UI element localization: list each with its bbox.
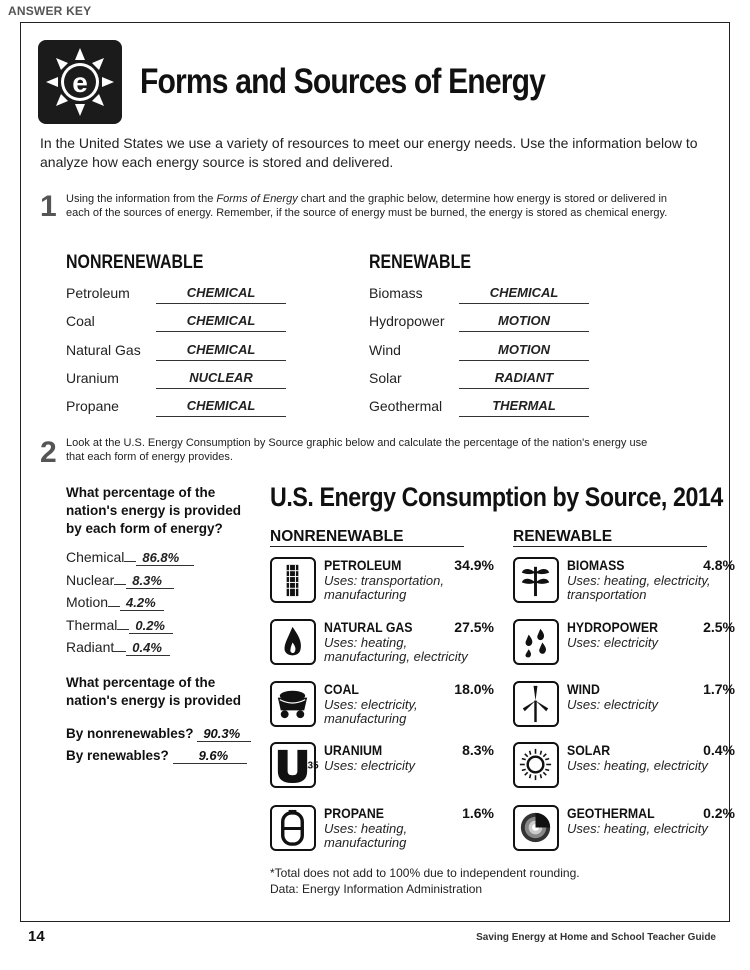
energy-form-row <box>66 285 286 305</box>
source-uses: Uses: electricity, manufacturing <box>324 697 418 726</box>
source-percent: 8.3% <box>462 742 494 758</box>
water-drops-icon <box>513 619 559 665</box>
source-percent: 1.6% <box>462 805 494 821</box>
source-percent: 4.8% <box>703 557 735 573</box>
nonrenewables-answer: 90.3% <box>197 726 251 742</box>
form-blank-line <box>124 550 136 562</box>
logo-letter: e <box>72 67 88 98</box>
source-uses: Uses: heating, electricity <box>567 821 708 836</box>
energy-form-answer: RADIANT <box>459 370 589 389</box>
source-percent: 0.4% <box>703 742 735 758</box>
source-uses: Uses: heating, manufacturing, electricity <box>324 635 468 664</box>
energy-source-card <box>513 619 743 673</box>
form-blank-line <box>114 573 126 585</box>
renewables-answer: 9.6% <box>173 748 247 764</box>
source-name: WIND <box>567 681 600 697</box>
energy-source-card <box>270 557 500 611</box>
energy-form-row <box>369 398 589 418</box>
plant-icon <box>513 557 559 603</box>
form-percentage-row <box>66 572 174 592</box>
page-number: 14 <box>28 928 45 945</box>
energy-form-answer: CHEMICAL <box>156 285 286 304</box>
form-blank-line <box>117 618 129 630</box>
form-blank-line <box>108 595 120 607</box>
type-percentage-question: What percentage of the nation's energy is provided <box>66 675 241 708</box>
form-label: Chemical <box>66 549 125 565</box>
gas-flame-icon <box>270 619 316 665</box>
form-percentage-row <box>66 617 173 637</box>
form-label: Nuclear <box>66 571 115 588</box>
energy-source-label: Uranium <box>66 369 119 386</box>
energy-form-row <box>66 398 286 418</box>
source-percent: 1.7% <box>703 681 735 697</box>
form-blank-line <box>114 640 126 652</box>
energy-source-label: Hydropower <box>369 313 445 330</box>
energy-form-answer: CHEMICAL <box>156 398 286 417</box>
energy-form-answer: NUCLEAR <box>156 370 286 389</box>
energy-source-card <box>270 619 500 673</box>
nonrenewables-row <box>66 726 251 746</box>
energy-source-card <box>270 742 500 796</box>
sun-e-logo-icon <box>38 40 122 124</box>
energy-form-row <box>369 370 589 390</box>
energy-source-label: Solar <box>369 369 402 386</box>
energy-form-answer: CHEMICAL <box>156 342 286 361</box>
graphic-title: U.S. Energy Consumption by Source, 2014 <box>270 482 723 512</box>
energy-source-card <box>513 805 743 859</box>
form-percentage-answer: 0.2% <box>129 618 173 634</box>
source-uses: Uses: transportation, manufacturing <box>324 573 444 602</box>
form-percentage-answer: 4.2% <box>120 595 164 611</box>
form-label: Motion <box>66 594 109 611</box>
source-name: PROPANE <box>324 805 385 821</box>
source-uses: Uses: heating, electricity <box>567 758 708 773</box>
energy-form-answer: THERMAL <box>459 398 589 417</box>
question-1-text: Using the information from the Forms of Energy chart and the graphic below, determine how energy is stored or delivered in each of the sources of energy. Remember, if the source of energy must be burned, the energy is stored as chemical energy. <box>66 193 668 219</box>
energy-form-row <box>369 285 589 305</box>
rounding-note: *Total does not add to 100% due to independent rounding. <box>270 866 580 880</box>
form-percentage-row <box>66 639 170 659</box>
graphic-nonrenewable-heading: NONRENEWABLE <box>270 528 464 547</box>
source-name: BIOMASS <box>567 557 625 573</box>
svg-text:235: 235 <box>302 760 319 772</box>
q1-renewable-heading: RENEWABLE <box>369 252 471 273</box>
energy-form-answer: MOTION <box>459 342 589 361</box>
source-name: GEOTHERMAL <box>567 805 655 821</box>
uranium-icon <box>270 742 319 788</box>
form-percentage-answer: 8.3% <box>126 573 174 589</box>
energy-source-label: Geothermal <box>369 398 443 415</box>
guide-title: Saving Energy at Home and School Teacher Guide <box>476 932 716 943</box>
energy-source-card <box>513 742 743 796</box>
source-percent: 27.5% <box>454 619 494 635</box>
renewables-label: By renewables? <box>66 748 169 763</box>
question-1-number: 1 <box>40 190 57 223</box>
energy-source-label: Biomass <box>369 285 423 301</box>
energy-source-card <box>270 805 500 859</box>
form-label: Thermal <box>66 616 118 633</box>
source-uses: Uses: electricity <box>324 758 416 773</box>
energy-source-label: Petroleum <box>66 285 130 301</box>
source-name: HYDROPOWER <box>567 619 659 635</box>
source-percent: 34.9% <box>454 557 494 573</box>
source-percent: 2.5% <box>703 619 735 635</box>
source-uses: Uses: heating, electricity, transportation <box>567 573 711 602</box>
source-name: URANIUM <box>324 742 383 758</box>
source-uses: Uses: electricity <box>567 635 659 650</box>
sun-icon <box>513 742 559 788</box>
form-label: Radiant <box>66 639 115 656</box>
form-percentage-row <box>66 549 194 569</box>
graphic-renewable-heading: RENEWABLE <box>513 528 707 547</box>
energy-source-card <box>513 681 743 735</box>
energy-form-row <box>66 313 286 333</box>
source-uses: Uses: heating, manufacturing <box>324 821 408 850</box>
oil-derrick-icon <box>270 557 316 603</box>
propane-tank-icon <box>270 805 316 851</box>
energy-source-card <box>513 557 743 611</box>
energy-form-row <box>369 313 589 333</box>
source-name: SOLAR <box>567 742 611 758</box>
energy-form-row <box>66 370 286 390</box>
coal-cart-icon <box>270 681 316 727</box>
source-name: COAL <box>324 681 359 697</box>
form-percentage-answer: 0.4% <box>126 640 170 656</box>
question-2-number: 2 <box>40 436 57 469</box>
q1-nonrenewable-heading: NONRENEWABLE <box>66 252 204 273</box>
energy-form-answer: MOTION <box>459 313 589 332</box>
renewables-row <box>66 748 247 768</box>
energy-source-label: Natural Gas <box>66 341 141 358</box>
form-percentage-row <box>66 594 164 614</box>
source-name: NATURAL GAS <box>324 619 413 635</box>
energy-source-label: Propane <box>66 398 119 415</box>
question-2-text: Look at the U.S. Energy Consumption by Source graphic below and calculate the percentage of the nation's energy use that each form of energy provides. <box>66 437 648 463</box>
data-source: Data: Energy Information Administration <box>270 882 483 896</box>
energy-source-label: Coal <box>66 313 95 330</box>
energy-form-answer: CHEMICAL <box>459 285 589 304</box>
energy-form-row <box>369 342 589 362</box>
nonrenewables-label: By nonrenewables? <box>66 726 194 741</box>
energy-form-answer: CHEMICAL <box>156 313 286 332</box>
need-logo <box>38 40 122 124</box>
source-uses: Uses: electricity <box>567 697 659 712</box>
source-percent: 0.2% <box>703 805 735 821</box>
forms-percentage-question: What percentage of the nation's energy is provided by each form of energy? <box>66 485 241 536</box>
source-name: PETROLEUM <box>324 557 402 573</box>
intro-paragraph: In the United States we use a variety of resources to meet our energy needs. Use the information below to analyze how each energy source is stored and delivered. <box>40 135 698 170</box>
form-percentage-answer: 86.8% <box>136 550 194 566</box>
source-percent: 18.0% <box>454 681 494 697</box>
page-title: Forms and Sources of Energy <box>140 62 545 101</box>
answer-key-label: ANSWER KEY <box>8 4 92 18</box>
energy-source-label: Wind <box>369 341 401 358</box>
earth-core-icon <box>513 805 559 851</box>
wind-turbine-icon <box>513 681 559 727</box>
energy-source-card <box>270 681 500 735</box>
graphic-footnote <box>270 865 580 897</box>
energy-form-row <box>66 342 286 362</box>
